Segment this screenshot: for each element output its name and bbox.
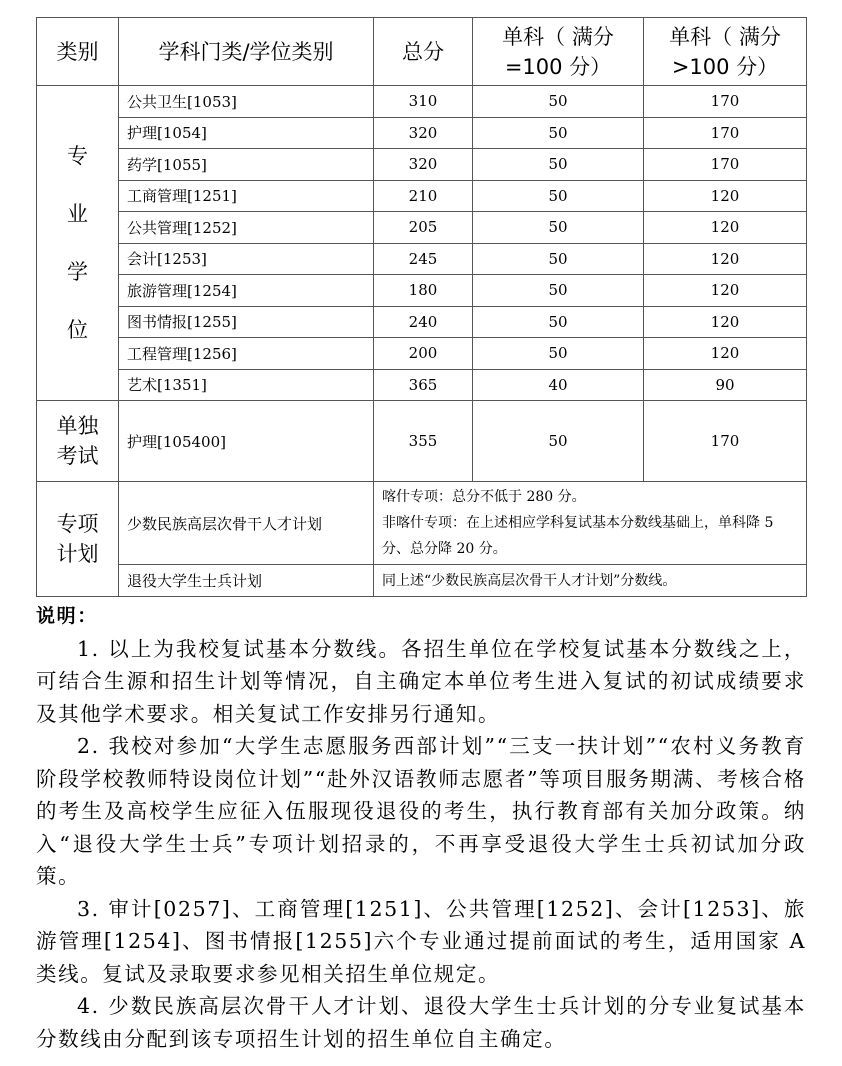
table-row <box>37 369 807 401</box>
single-over-100-cell: 90 <box>644 369 807 401</box>
single-100-cell: 50 <box>473 149 644 181</box>
table-row <box>37 243 807 275</box>
table-row <box>37 338 807 370</box>
note-item: 2. 我校对参加“大学生志愿服务西部计划”“三支一扶计划”“农村义务教育阶段学校教师特设岗位计划”“赴外汉语教师志愿者”等项目服务期满、考核合格的考生及高校学生应征入伍服现役退役的考生，执行教育部有关加分政策。纳入“退役大学生士兵”专项计划招录的，不再享受退役大学生士兵初试加分政策。 <box>36 734 806 888</box>
discipline-cell: 公共管理[1252] <box>119 212 374 244</box>
total-cell: 245 <box>374 243 473 275</box>
table-row <box>37 117 807 149</box>
header-category: 类别 <box>37 18 119 86</box>
discipline-cell: 工程管理[1256] <box>119 338 374 370</box>
table-row <box>37 212 807 244</box>
non-kashgar-rule: 非喀什专项：在上述相应学科复试基本分数线基础上，单科降 5 分、总分降 20 分。 <box>382 515 774 557</box>
total-cell: 200 <box>374 338 473 370</box>
single-over-100-cell: 120 <box>644 306 807 338</box>
header-discipline: 学科门类/学位类别 <box>119 18 374 86</box>
single-over-100-cell: 170 <box>644 86 807 118</box>
table-row <box>37 401 807 482</box>
header-single-over-100: 单科（ 满分>100 分） <box>644 18 807 86</box>
single-over-100-cell: 170 <box>644 401 807 482</box>
category-char: 业 <box>67 202 88 226</box>
single-over-100-cell: 120 <box>644 275 807 307</box>
special-rule-cell <box>374 482 807 565</box>
single-over-100-cell: 120 <box>644 212 807 244</box>
notes-heading: 说明： <box>36 605 98 627</box>
total-cell: 180 <box>374 275 473 307</box>
note-item: 3. 审计[0257]、工商管理[1251]、公共管理[1252]、会计[1253]、旅游管理[1254]、图书情报[1255]六个专业通过提前面试的考生，适用国家 A 类线。复试及录取要求参见相关招生单位规定。 <box>36 896 806 986</box>
header-row <box>37 18 807 86</box>
table-row <box>37 86 807 118</box>
discipline-cell: 公共卫生[1053] <box>119 86 374 118</box>
category-professional <box>37 86 119 401</box>
total-cell: 210 <box>374 180 473 212</box>
table-row <box>37 180 807 212</box>
veteran-rule-cell: 同上述“少数民族高层次骨干人才计划”分数线。 <box>374 565 807 597</box>
discipline-cell: 退役大学生士兵计划 <box>119 565 374 597</box>
single-100-cell: 50 <box>473 86 644 118</box>
total-cell: 310 <box>374 86 473 118</box>
total-cell: 320 <box>374 117 473 149</box>
discipline-cell: 药学[1055] <box>119 149 374 181</box>
total-cell: 365 <box>374 369 473 401</box>
single-100-cell: 50 <box>473 212 644 244</box>
total-cell: 205 <box>374 212 473 244</box>
discipline-cell: 会计[1253] <box>119 243 374 275</box>
discipline-cell: 少数民族高层次骨干人才计划 <box>119 482 374 565</box>
note-item: 1. 以上为我校复试基本分数线。各招生单位在学校复试基本分数线之上，可结合生源和招生计划等情况，自主确定本单位考生进入复试的初试成绩要求及其他学术要求。相关复试工作安排另行通知。 <box>36 636 806 726</box>
single-over-100-cell: 170 <box>644 117 807 149</box>
discipline-cell: 旅游管理[1254] <box>119 275 374 307</box>
kashgar-rule: 喀什专项：总分不低于 280 分。 <box>382 489 586 505</box>
total-cell: 240 <box>374 306 473 338</box>
single-100-cell: 40 <box>473 369 644 401</box>
category-char: 专 <box>67 144 88 168</box>
single-over-100-cell: 120 <box>644 338 807 370</box>
single-100-cell: 50 <box>473 338 644 370</box>
table-row <box>37 306 807 338</box>
header-single-100: 单科（ 满分=100 分） <box>473 18 644 86</box>
single-over-100-cell: 120 <box>644 180 807 212</box>
single-100-cell: 50 <box>473 306 644 338</box>
score-table <box>36 17 807 597</box>
discipline-cell: 艺术[1351] <box>119 369 374 401</box>
single-100-cell: 50 <box>473 401 644 482</box>
single-over-100-cell: 120 <box>644 243 807 275</box>
category-single: 单独考试 <box>37 401 119 482</box>
single-100-cell: 50 <box>473 243 644 275</box>
table-row <box>37 565 807 597</box>
total-cell: 355 <box>374 401 473 482</box>
discipline-cell: 护理[1054] <box>119 117 374 149</box>
total-cell: 320 <box>374 149 473 181</box>
notes-section <box>36 600 806 1055</box>
discipline-cell: 工商管理[1251] <box>119 180 374 212</box>
single-over-100-cell: 170 <box>644 149 807 181</box>
single-100-cell: 50 <box>473 117 644 149</box>
note-item: 4. 少数民族高层次骨干人才计划、退役大学生士兵计划的分专业复试基本分数线由分配到该专项招生计划的招生单位自主确定。 <box>36 994 806 1051</box>
single-100-cell: 50 <box>473 275 644 307</box>
table-row <box>37 482 807 565</box>
discipline-cell: 护理[105400] <box>119 401 374 482</box>
category-char: 学 <box>67 260 88 284</box>
table-row <box>37 275 807 307</box>
category-char: 位 <box>67 318 88 342</box>
table-row <box>37 149 807 181</box>
discipline-cell: 图书情报[1255] <box>119 306 374 338</box>
category-special: 专项计划 <box>37 482 119 597</box>
header-total: 总分 <box>374 18 473 86</box>
single-100-cell: 50 <box>473 180 644 212</box>
